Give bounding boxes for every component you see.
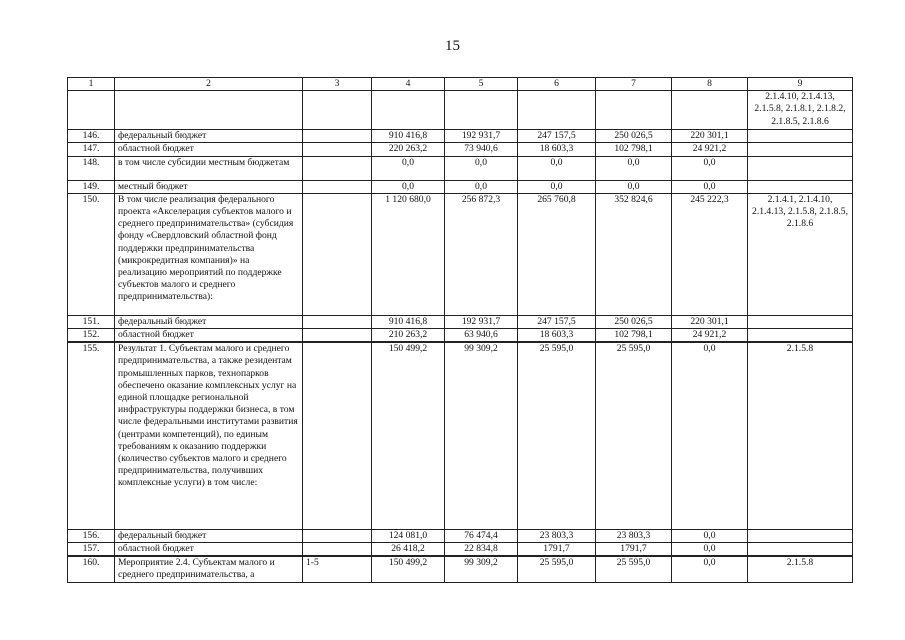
table-cell-c5: 0,0 xyxy=(445,156,518,180)
table-row xyxy=(68,556,853,582)
table-cell-c9 xyxy=(748,315,853,328)
table-cell-c6: 247 157,5 xyxy=(518,315,596,328)
table-cell-c3 xyxy=(303,156,372,180)
table-row xyxy=(68,180,853,193)
table-cell-c4: 1 120 680,0 xyxy=(372,193,445,315)
table-cell-c9 xyxy=(748,529,853,542)
table-cell-c2: областной бюджет xyxy=(115,542,303,556)
table-cell-c3 xyxy=(303,542,372,556)
table-cell-c3 xyxy=(303,193,372,315)
table-cell-c8: 0,0 xyxy=(672,556,748,582)
column-header: 4 xyxy=(372,78,445,91)
table-cell-c4: 124 081,0 xyxy=(372,529,445,542)
table-cell-c9: 2.1.4.10, 2.1.4.13, 2.1.5.8, 2.1.8.1, 2.1.8.2, 2.1.8.5, 2.1.8.6 xyxy=(748,91,853,130)
table-cell-c7: 352 824,6 xyxy=(596,193,672,315)
table-cell-c4: 910 416,8 xyxy=(372,315,445,328)
table-cell-c1: 157. xyxy=(68,542,115,556)
table-cell-c8: 0,0 xyxy=(672,342,748,529)
table-cell-c2: в том числе субсидии местным бюджетам xyxy=(115,156,303,180)
table-cell-c3 xyxy=(303,329,372,343)
table-cell-c5: 99 309,2 xyxy=(445,556,518,582)
table-cell-c2: федеральный бюджет xyxy=(115,315,303,328)
table-cell-c6: 1791,7 xyxy=(518,542,596,556)
table-cell-c8: 0,0 xyxy=(672,542,748,556)
table-cell-c4: 0,0 xyxy=(372,156,445,180)
table-cell-c9: 2.1.4.1, 2.1.4.10, 2.1.4.13, 2.1.5.8, 2.1.8.5, 2.1.8.6 xyxy=(748,193,853,315)
table-cell-c2 xyxy=(115,91,303,130)
table-cell-c3 xyxy=(303,342,372,529)
column-header: 9 xyxy=(748,78,853,91)
table-cell-c1: 148. xyxy=(68,156,115,180)
table-cell-c5: 192 931,7 xyxy=(445,315,518,328)
table-row xyxy=(68,315,853,328)
table-cell-c4: 26 418,2 xyxy=(372,542,445,556)
table-cell-c5: 256 872,3 xyxy=(445,193,518,315)
table-cell-c8: 0,0 xyxy=(672,180,748,193)
table-cell-c2: областной бюджет xyxy=(115,143,303,156)
table-cell-c8 xyxy=(672,91,748,130)
table-row xyxy=(68,193,853,315)
table-cell-c7: 102 798,1 xyxy=(596,143,672,156)
table-cell-c5 xyxy=(445,91,518,130)
table-cell-c1: 149. xyxy=(68,180,115,193)
column-header: 5 xyxy=(445,78,518,91)
table-cell-c1: 150. xyxy=(68,193,115,315)
table-cell-c6: 18 603,3 xyxy=(518,143,596,156)
table-row xyxy=(68,342,853,529)
table-cell-c1: 151. xyxy=(68,315,115,328)
table-cell-c8: 245 222,3 xyxy=(672,193,748,315)
table-cell-c2: областной бюджет xyxy=(115,329,303,343)
table-cell-c1: 146. xyxy=(68,130,115,143)
table-cell-c9 xyxy=(748,143,853,156)
table-cell-c3: 1-5 xyxy=(303,556,372,582)
table-cell-c3 xyxy=(303,143,372,156)
table-row xyxy=(68,156,853,180)
column-header: 7 xyxy=(596,78,672,91)
table-cell-c3 xyxy=(303,130,372,143)
table-cell-c6: 265 760,8 xyxy=(518,193,596,315)
table-cell-c8: 24 921,2 xyxy=(672,329,748,343)
table-header-row xyxy=(68,78,853,91)
table-cell-c7: 25 595,0 xyxy=(596,556,672,582)
table-cell-c7: 23 803,3 xyxy=(596,529,672,542)
table-cell-c5: 22 834,8 xyxy=(445,542,518,556)
table-cell-c6: 18 603,3 xyxy=(518,329,596,343)
table-cell-c3 xyxy=(303,180,372,193)
table-cell-c9 xyxy=(748,329,853,343)
table-cell-c2: федеральный бюджет xyxy=(115,130,303,143)
table-cell-c1: 147. xyxy=(68,143,115,156)
table-cell-c7: 250 026,5 xyxy=(596,315,672,328)
table-cell-c6: 0,0 xyxy=(518,156,596,180)
table-cell-c6: 25 595,0 xyxy=(518,556,596,582)
column-header: 1 xyxy=(68,78,115,91)
table-cell-c7: 0,0 xyxy=(596,180,672,193)
table-row xyxy=(68,143,853,156)
table-cell-c5: 63 940,6 xyxy=(445,329,518,343)
table-cell-c8: 0,0 xyxy=(672,529,748,542)
table-cell-c8: 220 301,1 xyxy=(672,315,748,328)
table-row xyxy=(68,91,853,130)
table-cell-c2: В том числе реализация федерального проекта «Акселерация субъектов малого и среднего предпринимательства» (субсидия фонду «Свердловский областной фонд поддержки предпринимательства (микрокредитная компания)» на реализацию мероприятий по поддержке субъектов малого и среднего предпринимательства): xyxy=(115,193,303,315)
table-cell-c5: 192 931,7 xyxy=(445,130,518,143)
table-cell-c6: 23 803,3 xyxy=(518,529,596,542)
table-cell-c9 xyxy=(748,180,853,193)
table-cell-c7: 25 595,0 xyxy=(596,342,672,529)
table-cell-c4: 150 499,2 xyxy=(372,342,445,529)
table-cell-c7: 0,0 xyxy=(596,156,672,180)
table-cell-c1: 156. xyxy=(68,529,115,542)
table-cell-c6: 0,0 xyxy=(518,180,596,193)
table-cell-c7 xyxy=(596,91,672,130)
table-cell-c4: 0,0 xyxy=(372,180,445,193)
table-cell-c5: 73 940,6 xyxy=(445,143,518,156)
table-row xyxy=(68,130,853,143)
table-cell-c3 xyxy=(303,91,372,130)
table-cell-c2: федеральный бюджет xyxy=(115,529,303,542)
table-cell-c8: 24 921,2 xyxy=(672,143,748,156)
table-cell-c1: 152. xyxy=(68,329,115,343)
column-header: 8 xyxy=(672,78,748,91)
table-cell-c8: 220 301,1 xyxy=(672,130,748,143)
table-cell-c9: 2.1.5.8 xyxy=(748,342,853,529)
table-cell-c4: 150 499,2 xyxy=(372,556,445,582)
table-cell-c7: 102 798,1 xyxy=(596,329,672,343)
table-row xyxy=(68,529,853,542)
page-number: 15 xyxy=(445,38,460,54)
column-header: 3 xyxy=(303,78,372,91)
table-cell-c5: 0,0 xyxy=(445,180,518,193)
table-cell-c6: 247 157,5 xyxy=(518,130,596,143)
table-cell-c8: 0,0 xyxy=(672,156,748,180)
table-cell-c1 xyxy=(68,91,115,130)
table-cell-c4 xyxy=(372,91,445,130)
table-row xyxy=(68,542,853,556)
table-cell-c9 xyxy=(748,130,853,143)
table-cell-c4: 910 416,8 xyxy=(372,130,445,143)
table-row xyxy=(68,329,853,343)
table-cell-c9 xyxy=(748,542,853,556)
table-cell-c5: 76 474,4 xyxy=(445,529,518,542)
table-cell-c3 xyxy=(303,315,372,328)
table-cell-c7: 1791,7 xyxy=(596,542,672,556)
table-cell-c9 xyxy=(748,156,853,180)
table-cell-c2: Мероприятие 2.4. Субъектам малого и среднего предпринимательства, а xyxy=(115,556,303,582)
table-cell-c6: 25 595,0 xyxy=(518,342,596,529)
budget-table xyxy=(67,77,853,583)
table-cell-c3 xyxy=(303,529,372,542)
table-cell-c7: 250 026,5 xyxy=(596,130,672,143)
table-cell-c5: 99 309,2 xyxy=(445,342,518,529)
table-cell-c2: местный бюджет xyxy=(115,180,303,193)
table-cell-c1: 160. xyxy=(68,556,115,582)
table-cell-c4: 210 263,2 xyxy=(372,329,445,343)
table-cell-c1: 155. xyxy=(68,342,115,529)
column-header: 2 xyxy=(115,78,303,91)
column-header: 6 xyxy=(518,78,596,91)
table-cell-c4: 220 263,2 xyxy=(372,143,445,156)
table-cell-c6 xyxy=(518,91,596,130)
table-cell-c2: Результат 1. Субъектам малого и среднего предпринимательства, а также резидентам промышленных парков, технопарков обеспечено оказание комплексных услуг на единой площадке региональной инфраструктуры поддержки бизнеса, в том числе федеральными институтами развития (центрами компетенций), по единым требованиям к оказанию поддержки (количество субъектов малого и среднего предпринимательства, получивших комплексные услуги) в том числе: xyxy=(115,342,303,529)
table-cell-c9: 2.1.5.8 xyxy=(748,556,853,582)
